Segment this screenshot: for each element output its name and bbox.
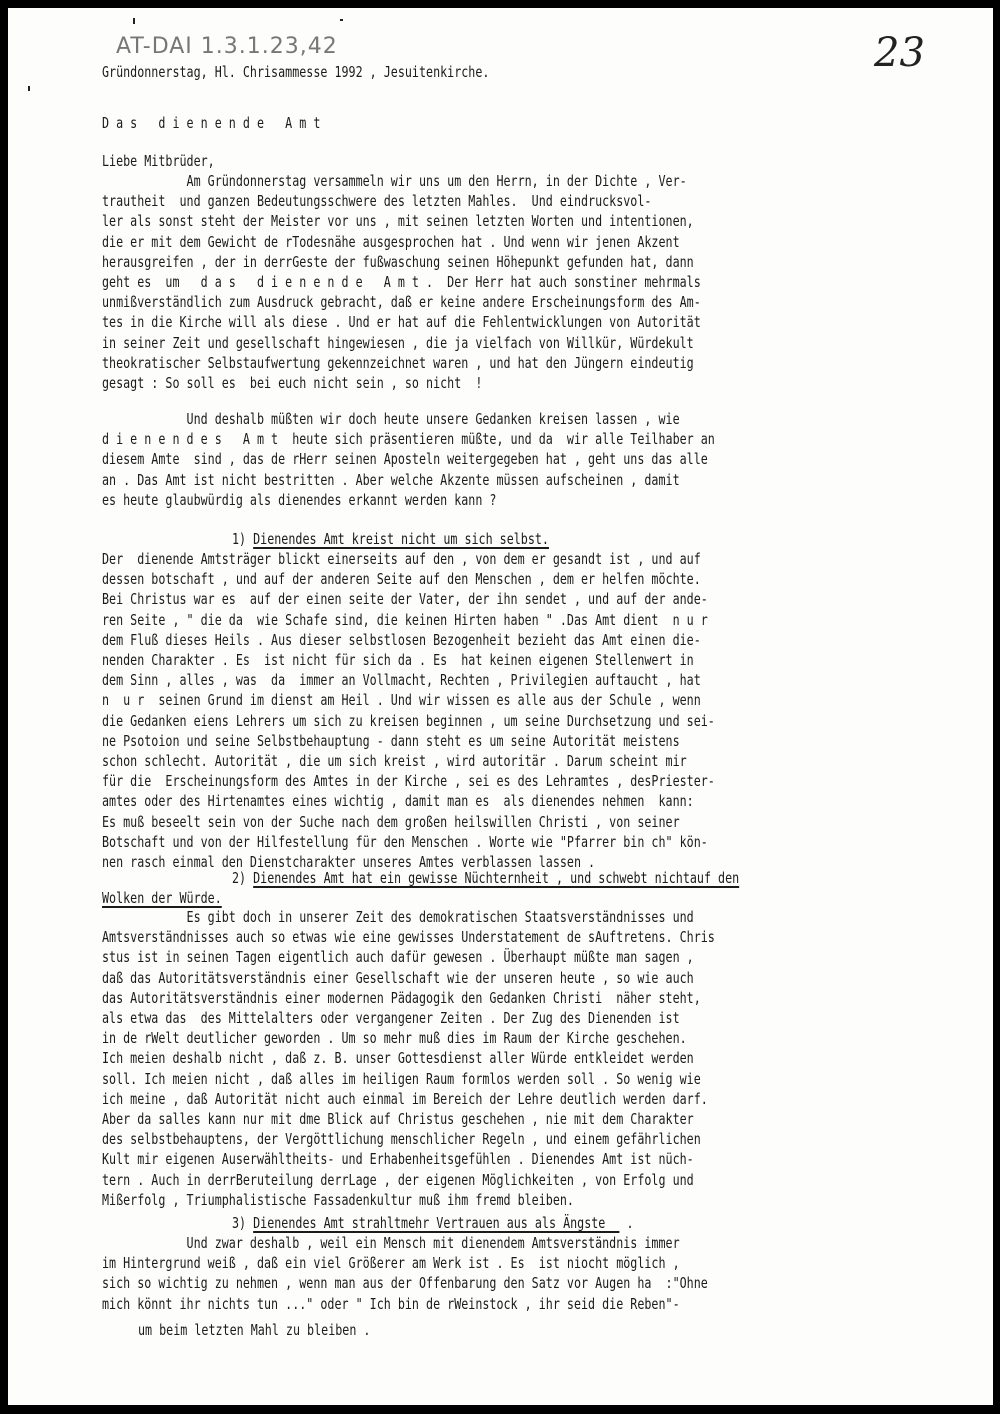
document-header: Gründonnerstag, Hl. Chrisammesse 1992 , Jesuitenkirche. — [102, 63, 490, 81]
section-1-line: dessen botschaft , und auf der anderen Seite auf den Menschen , dem er helfen möchte. — [102, 570, 701, 589]
section-1-line: Bei Christus war es auf der einen seite der Vater, der ihn sendet , und auf der ande- — [102, 590, 708, 609]
section-1-line: ne Psotoion und seine Selbstbehauptung - dann steht es um seine Autorität meistens — [102, 731, 680, 750]
paragraph-1-line: geht es um d a s d i e n e n d e A m t . Der Herr hat auch sonstiner mehrmals — [102, 273, 701, 291]
section-3-line: sich so wichtig zu nehmen , wenn man aus der Offenbarung den Satz vor Augen ha :"Ohne — [102, 1274, 708, 1293]
section-2-line: in de rWelt deutlicher geworden . Um so mehr muß dies im Raum der Kirche geschehen. — [102, 1029, 687, 1048]
section-1-line: dem Sinn , alles , was da immer an Vollmacht, Rechten , Privilegien auftaucht , hat — [102, 671, 701, 690]
section-2-line: des selbstbehauptens, der Vergöttlichung menschlicher Regeln , und einem gefährlichen — [102, 1130, 701, 1149]
section-2-line: Aber da salles kann nur mit dme Blick auf Christus geschehen , nie mit dem Charakter — [102, 1110, 694, 1128]
section-2-line: ich meine , daß Autorität nicht auch einmal im Bereich der Lehre deutlich werden darf. — [102, 1089, 708, 1108]
section-1-line: dem Fluß dieses Heils . Aus dieser selbstlosen Bezogenheit bezieht das Amt einen die- — [102, 630, 701, 649]
section-heading-text: Dienendes Amt strahltmehr Vertrauen aus als Ängste — [253, 1214, 620, 1232]
paragraph-1-line: unmißverständlich zum Ausdruck gebracht, daß er keine andere Erscheinungsform des Am- — [102, 293, 701, 312]
scan-speck — [133, 18, 135, 24]
paragraph-1-line: ler als sonst steht der Meister vor uns , mit seinen letzten Worten und intentionen, — [102, 212, 694, 231]
section-1-line: amtes oder des Hirtenamtes eines wichtig , damit man es als dienendes nehmen kann: — [102, 792, 694, 811]
section-2-line: daß das Autoritätsverständnis einer Gesellschaft wie der unseren heute , so wie auch — [102, 968, 694, 987]
section-2-line: Amtsverständnisses auch so etwas wie eine gewisses Understatement de sAuftretens. Chris — [102, 928, 715, 947]
scan-speck — [28, 86, 30, 91]
section-3-line: Und zwar deshalb , weil ein Mensch mit dienendem Amtsverständnis immer — [102, 1234, 680, 1252]
section-3-line: im Hintergrund weiß , daß ein viel Größerer am Werk ist . Es ist niocht möglich , — [102, 1254, 680, 1273]
section-2-heading-continued — [102, 888, 222, 908]
salutation: Liebe Mitbrüder, — [102, 152, 215, 170]
section-1-line: Der dienende Amtsträger blickt einerseits auf den , von dem er gesandt ist , und auf — [102, 550, 701, 568]
section-1-line: nen rasch einmal den Dienstcharakter unseres Amtes verblassen lassen . — [102, 853, 596, 871]
section-1-line: die Gedanken eiens Lehrers um sich zu kreisen beginnen , um seine Durchsetzung und sei- — [102, 711, 715, 730]
paragraph-1-line: theokratischer Selbstaufwertung gekennzeichnet waren , und hat den Jüngern eindeutig — [102, 353, 694, 372]
section-2-line: als etwa das des Mittelalters oder vergangener Zeiten . Der Zug des Dienenden ist — [102, 1009, 680, 1027]
paragraph-1-line: die er mit dem Gewicht de rTodesnähe ausgesprochen hat . Und wenn wir jenen Akzent — [102, 232, 680, 251]
paragraph-1-line: herausgreifen , der in derrGeste der fußwaschung seinen Höhepunkt gefunden hat, dann — [102, 252, 694, 271]
archive-signature: AT-DAI 1.3.1.23,42 — [116, 34, 338, 59]
paragraph-1-line: in seiner Zeit und gesellschaft hingewiesen , die ja vielfach von Willkür, Würdekult — [102, 333, 694, 352]
paragraph-1-line: tes in die Kirche will als diese . Und er hat auf die Fehlentwicklungen von Autorität — [102, 313, 701, 332]
document-title: D a s d i e n e n d e A m t — [102, 114, 321, 132]
section-2-line: das Autoritätsverständnis einer modernen Pädagogik den Gedanken Christi näher steht, — [102, 988, 701, 1007]
section-1-line: Botschaft und von der Hilfestellung für den Menschen . Worte wie "Pfarrer bin ch" kön- — [102, 832, 708, 851]
section-heading-end: . — [619, 1214, 634, 1232]
paragraph-2-line: diesem Amte sind , das de rHerr seinen Aposteln weitergegeben hat , geht uns das alle — [102, 450, 708, 469]
section-3-line: mich könnt ihr nichts tun ..." oder " Ich bin de rWeinstock , ihr seid die Reben"- — [102, 1294, 680, 1313]
paragraph-2-line: es heute glaubwürdig als dienendes erkannt werden kann ? — [102, 490, 497, 509]
section-heading-text: Dienendes Amt hat ein gewisse Nüchternheit , und schwebt nichtauf den — [253, 869, 740, 887]
section-2-line: Kult mir eigenen Auserwähltheits- und Erhabenheitsgefühlen . Dienendes Amt ist nüch- — [102, 1150, 694, 1169]
section-1-heading — [232, 529, 549, 549]
section-1-line: schon schlecht. Autorität , die um sich kreist , wird autoritär . Darum scheint mir — [102, 752, 687, 770]
page-number: 23 — [874, 30, 925, 76]
section-heading-text: Dienendes Amt kreist nicht um sich selbst. — [253, 530, 549, 548]
section-2-line: tern . Auch in derrBeruteilung derrLage , der eigenen Möglichkeiten , von Erfolg und — [102, 1170, 694, 1189]
section-number: 2) — [232, 869, 254, 887]
section-2-heading — [232, 868, 739, 888]
section-number: 1) — [232, 530, 254, 548]
section-1-line: n u r seinen Grund im dienst am Heil . Und wir wissen es alle aus der Schule , wenn — [102, 691, 701, 710]
section-heading-text: Wolken der Würde. — [102, 889, 222, 907]
section-2-line: stus ist in seinen Tagen eigentlich auch dafür gewesen . Überhaupt müßte man sagen , — [102, 948, 694, 967]
section-number: 3) — [232, 1214, 254, 1232]
paragraph-1-line: trautheit und ganzen Bedeutungsschwere des letzten Mahles. Und eindrucksvol- — [102, 192, 652, 211]
document-page — [8, 8, 993, 1405]
closing-line: um beim letzten Mahl zu bleiben . — [138, 1321, 371, 1339]
section-2-line: Es gibt doch in unserer Zeit des demokratischen Staatsverständnisses und — [102, 908, 694, 926]
paragraph-2-line: d i e n e n d e s A m t heute sich präsentieren müßte, und da wir alle Teilhaber an — [102, 430, 715, 449]
paragraph-2-line: an . Das Amt ist nicht bestritten . Aber welche Akzente müssen aufscheinen , damit — [102, 470, 680, 489]
paragraph-1-line: Am Gründonnerstag versammeln wir uns um den Herrn, in der Dichte , Ver- — [102, 172, 687, 190]
section-1-line: für die Erscheinungsform des Amtes in der Kirche , sei es des Lehramtes , desPriester- — [102, 772, 715, 791]
section-2-line: soll. Ich meien nicht , daß alles im heiligen Raum formlos werden soll . So wenig wie — [102, 1069, 701, 1088]
section-1-line: nenden Charakter . Es ist nicht für sich da . Es hat keinen eigenen Stellenwert in — [102, 651, 694, 669]
section-2-line: Mißerfolg , Triumphalistische Fassadenkultur muß ihm fremd bleiben. — [102, 1190, 574, 1209]
paragraph-1-line: gesagt : So soll es bei euch nicht sein , so nicht ! — [102, 374, 483, 392]
section-1-line: ren Seite , " die da wie Schafe sind, die keinen Hirten haben " .Das Amt dient n u r — [102, 610, 708, 629]
section-1-line: Es muß beseelt sein von der Suche nach dem großen heilswillen Christi , von seiner — [102, 812, 680, 831]
section-3-heading — [232, 1213, 634, 1233]
scan-speck — [340, 19, 343, 21]
paragraph-2-line: Und deshalb müßten wir doch heute unsere Gedanken kreisen lassen , wie — [102, 410, 680, 428]
section-2-line: Ich meien deshalb nicht , daß z. B. unser Gottesdienst aller Würde entkleidet werden — [102, 1049, 694, 1068]
